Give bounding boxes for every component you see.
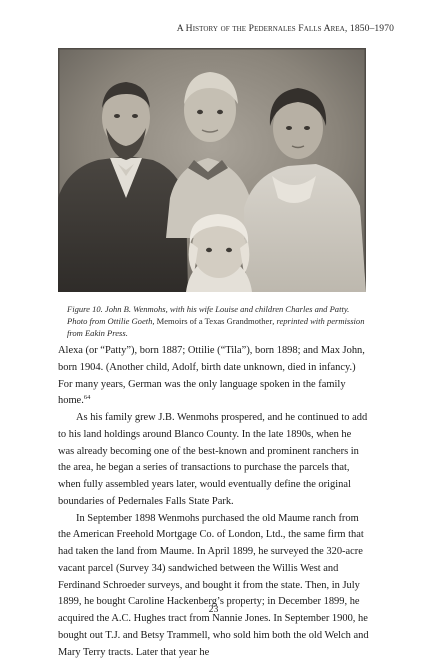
caption-book-title: Memoirs of a Texas Grandmother — [157, 316, 273, 326]
family-portrait-photo — [58, 48, 366, 292]
caption-main: John B. Wenmohs, with his wife Louise and children Charles and Patty. Photo from Ottilie Goeth, — [67, 304, 349, 326]
figure-caption — [67, 303, 367, 339]
caption-tail: , reprinted with permission from Eakin Press. — [67, 316, 364, 338]
photo-illustration — [58, 48, 366, 292]
paragraph-2: As his family grew J.B. Wenmohs prospered, and he continued to add to his land holdings around Blanco County. In the late 1890s, when he was already becoming one of the best-known and prominent ranchers in the area, he began a series of transactions to purchase the parcels that, when fully assembled years later, would eventually define the original boundaries of Pedernales Falls State Park. — [58, 410, 370, 511]
caption-label: Figure 10. — [67, 304, 103, 314]
paragraph-3: In September 1898 Wenmohs purchased the old Maume ranch from the American Freehold Mortgage Co. of London, Ltd., the same firm that had taken the land from Maume. In April 1899, he surveyed the 320-acre vacant parcel (Survey 34) sandwiched between the Willis West and Ferdinand Schroeder surveys, and bought it from the state. Then, in July 1899, he bought Caroline Hackenberg’s property; in December 1899, he acquired the A.C. Hughes tract from Nannie Jones. In September 1900, he bought out T.J. and Betsy Trammell, who sold him both the old Welch and Mary Terry tracts. Later that year he — [58, 511, 370, 661]
paragraph-1 — [58, 343, 370, 410]
paragraph-1-text: Alexa (or “Patty”), born 1887; Ottilie (“Tila”), born 1898; and Max John, born 1904. (Another child, Adolf, birth date unknown, died in infancy.) For many years, German was the only language spoken in the family home. — [58, 345, 365, 406]
footnote-reference[interactable]: 64 — [84, 394, 91, 401]
page-number: 23 — [0, 604, 427, 615]
running-header: A History of the Pedernales Falls Area, 1850–1970 — [177, 23, 394, 34]
